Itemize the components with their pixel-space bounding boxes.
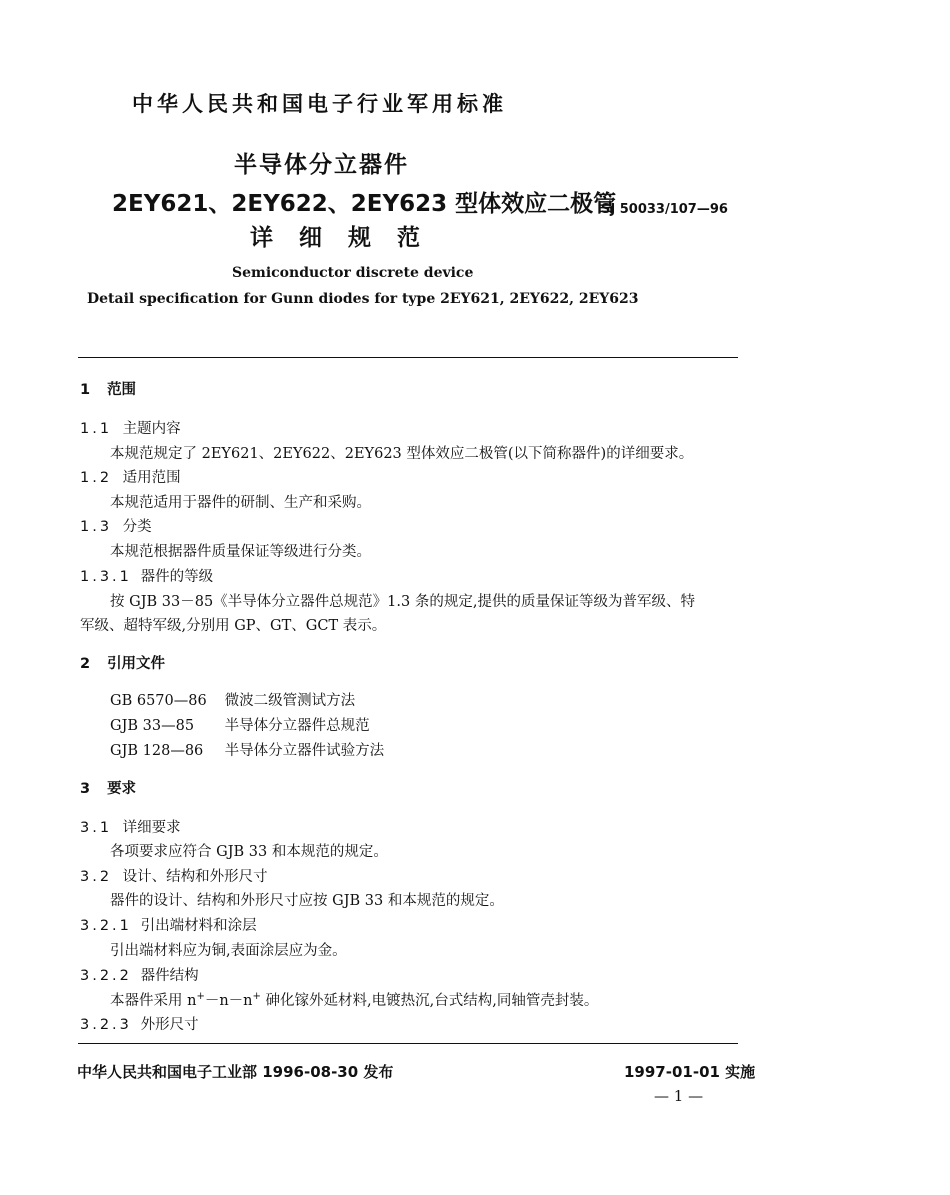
section-number: 3 — [80, 781, 94, 797]
section-number: 1.1 — [80, 421, 113, 437]
bottom-divider — [78, 1043, 738, 1044]
section-1-3-1-text-line1: 按 GJB 33－85《半导体分立器件总规范》1.3 条的规定,提供的质量保证等级为普军级、特 — [110, 594, 695, 610]
section-3-2-heading — [80, 865, 268, 886]
section-3-heading — [80, 777, 136, 798]
section-number: 1.2 — [80, 470, 113, 486]
reference-item — [110, 739, 384, 760]
title-cn-line1: 半导体分立器件 — [234, 152, 409, 178]
section-number: 3.2.3 — [80, 1017, 132, 1033]
section-3-2-text: 器件的设计、结构和外形尺寸应按 GJB 33 和本规范的规定。 — [110, 893, 504, 909]
section-title: 器件的等级 — [140, 569, 214, 585]
section-title: 器件结构 — [140, 968, 199, 984]
section-title: 引出端材料和涂层 — [140, 918, 257, 934]
section-2-heading — [80, 652, 165, 673]
top-divider — [78, 357, 738, 358]
section-3-2-3-heading — [80, 1013, 199, 1034]
section-title: 主题内容 — [122, 421, 181, 437]
reference-name: 半导体分立器件试验方法 — [224, 743, 385, 759]
section-1-2-heading — [80, 466, 181, 487]
title-en-line2: Detail specification for Gunn diodes for type 2EY621, 2EY622, 2EY623 — [87, 291, 639, 307]
section-title: 适用范围 — [122, 470, 181, 486]
section-1-3-1-text-line2: 军级、超特军级,分别用 GP、GT、GCT 表示。 — [80, 618, 387, 634]
title-en-line1: Semiconductor discrete device — [232, 265, 474, 281]
reference-item — [110, 689, 355, 710]
reference-code: GJB 128—86 — [110, 743, 204, 759]
reference-name: 半导体分立器件总规范 — [224, 718, 370, 734]
section-number: 1.3.1 — [80, 569, 132, 585]
section-3-2-2-heading — [80, 964, 199, 985]
text-segment: 砷化镓外延材料,电镀热沉,台式结构,同轴管壳封装。 — [260, 993, 599, 1009]
reference-code: GJB 33—85 — [110, 718, 195, 734]
section-number: 3.1 — [80, 820, 113, 836]
section-3-1-heading — [80, 816, 181, 837]
section-number: 1.3 — [80, 519, 113, 535]
section-1-3-1-heading — [80, 565, 213, 586]
section-3-1-text: 各项要求应符合 GJB 33 和本规范的规定。 — [110, 844, 388, 860]
section-1-3-text: 本规范根据器件质量保证等级进行分类。 — [110, 544, 371, 560]
section-number: 3.2 — [80, 869, 113, 885]
page-number: — 1 — — [654, 1087, 704, 1105]
standard-issuing-body: 中华人民共和国电子行业军用标准 — [132, 92, 507, 116]
standard-code: SJ 50033/107—96 — [601, 202, 728, 217]
text-segment: －n－n — [204, 993, 253, 1009]
section-1-heading — [80, 378, 136, 399]
section-1-1-heading — [80, 417, 181, 438]
reference-name: 微波二级管测试方法 — [224, 693, 356, 709]
issue-date: 中华人民共和国电子工业部 1996-08-30 发布 — [77, 1063, 394, 1081]
section-1-1-text: 本规范规定了 2EY621、2EY622、2EY623 型体效应二极管(以下简称器件)的详细要求。 — [110, 446, 694, 462]
title-cn-line3: 详细规范 — [250, 225, 446, 251]
section-1-2-text: 本规范适用于器件的研制、生产和采购。 — [110, 495, 371, 511]
effective-date: 1997-01-01 实施 — [624, 1063, 756, 1081]
title-cn-line2: 2EY621、2EY622、2EY623 型体效应二极管 — [112, 191, 617, 217]
section-title: 要求 — [107, 781, 137, 797]
section-title: 分类 — [122, 519, 152, 535]
section-title: 范围 — [107, 382, 137, 398]
section-3-2-1-heading — [80, 914, 257, 935]
section-number: 3.2.1 — [80, 918, 132, 934]
section-title: 外形尺寸 — [140, 1017, 199, 1033]
section-3-2-1-text: 引出端材料应为铜,表面涂层应为金。 — [110, 943, 347, 959]
section-title: 引用文件 — [107, 656, 166, 672]
section-title: 详细要求 — [122, 820, 181, 836]
section-title: 设计、结构和外形尺寸 — [122, 869, 268, 885]
superscript-plus: + — [252, 991, 261, 1003]
reference-code: GB 6570—86 — [110, 693, 207, 709]
superscript-plus: + — [196, 991, 205, 1003]
section-number: 1 — [80, 382, 94, 398]
section-number: 3.2.2 — [80, 968, 132, 984]
reference-item — [110, 714, 370, 735]
text-segment: 本器件采用 n — [110, 993, 197, 1009]
section-3-2-2-text — [110, 989, 598, 1010]
section-1-3-heading — [80, 515, 152, 536]
section-number: 2 — [80, 656, 94, 672]
